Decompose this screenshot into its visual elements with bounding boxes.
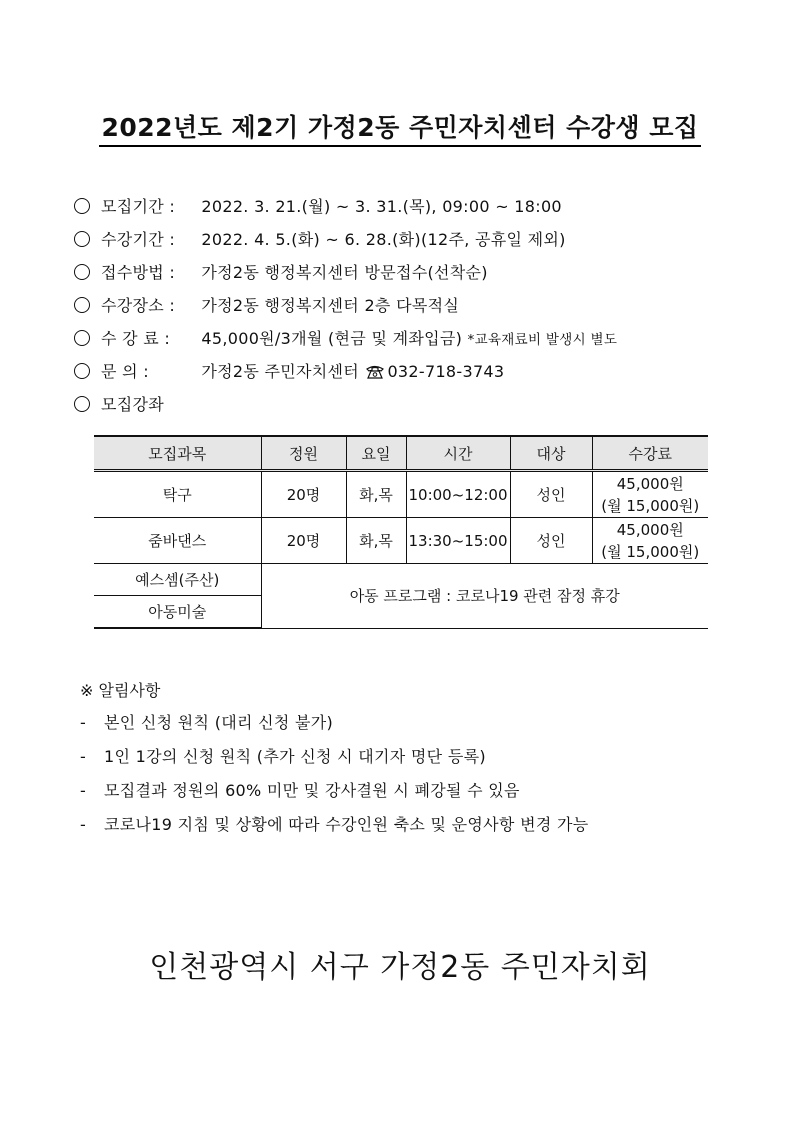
- fee-amount: 45,000원: [616, 474, 684, 493]
- fee-cell: [592, 471, 708, 518]
- info-value: 2022. 4. 5.(화) ~ 6. 28.(화)(12주, 공휴일 제외): [201, 230, 566, 249]
- document-title: [0, 108, 800, 144]
- info-row-place: [74, 291, 617, 324]
- notice-text: 1인 1강의 신청 원칙 (추가 신청 시 대기자 명단 등록): [104, 747, 486, 766]
- info-row-fee: [74, 324, 617, 357]
- info-label: 수강장소 :: [101, 296, 176, 315]
- info-label: 모집강좌: [101, 395, 165, 414]
- fee-monthly: (월 15,000원): [601, 542, 700, 561]
- target-cell: 성인: [510, 471, 592, 518]
- column-header: 대상: [510, 436, 592, 471]
- subject-cell: 아동미술: [94, 596, 261, 629]
- fee-amount: 45,000원: [616, 520, 684, 539]
- info-label: 접수방법 :: [101, 263, 176, 282]
- notice-item: - 코로나19 지침 및 상황에 따라 수강인원 축소 및 운영사항 변경 가능: [80, 815, 589, 834]
- table-row: [94, 518, 708, 564]
- column-header: 수강료: [592, 436, 708, 471]
- info-label: 수 강 료 :: [101, 329, 171, 348]
- column-header: 정원: [261, 436, 346, 471]
- notice-text: 모집결과 정원의 60% 미만 및 강사결원 시 폐강될 수 있음: [104, 781, 520, 800]
- column-header: 요일: [346, 436, 406, 471]
- info-value: 가정2동 주민자치센터: [201, 362, 360, 381]
- column-header: 모집과목: [94, 436, 261, 471]
- notice-text: 본인 신청 원칙 (대리 신청 불가): [104, 713, 334, 732]
- capacity-cell: 20명: [261, 518, 346, 564]
- notice-text: 코로나19 지침 및 상황에 따라 수강인원 축소 및 운영사항 변경 가능: [104, 815, 589, 834]
- column-header: 시간: [406, 436, 510, 471]
- time-cell: 10:00~12:00: [406, 471, 510, 518]
- fee-monthly: (월 15,000원): [601, 496, 700, 515]
- notice-item: - 1인 1강의 신청 원칙 (추가 신청 시 대기자 명단 등록): [80, 747, 486, 766]
- table-row: [94, 564, 708, 596]
- circle-bullet-icon: [74, 396, 90, 412]
- notice-item: - 본인 신청 원칙 (대리 신청 불가): [80, 713, 334, 732]
- kids-note-cell: 아동 프로그램 : 코로나19 관련 잠정 휴강: [261, 564, 708, 629]
- fee-cell: [592, 518, 708, 564]
- time-cell: 13:30~15:00: [406, 518, 510, 564]
- circle-bullet-icon: [74, 198, 90, 214]
- info-list: [74, 192, 617, 423]
- title-text: 2022년도 제2기 가정2동 주민자치센터 수강생 모집: [99, 113, 700, 147]
- subject-cell: 탁구: [94, 471, 261, 518]
- circle-bullet-icon: [74, 297, 90, 313]
- notice-item: - 모집결과 정원의 60% 미만 및 강사결원 시 폐강될 수 있음: [80, 781, 520, 800]
- info-label: 문 의 :: [101, 362, 149, 381]
- notice-section: [80, 676, 588, 844]
- table-header-row: [94, 436, 708, 471]
- circle-bullet-icon: [74, 363, 90, 379]
- info-label: 수강기간 :: [101, 230, 176, 249]
- organization-footer: 인천광역시 서구 가정2동 주민자치회: [149, 950, 651, 985]
- telephone-icon: [366, 359, 384, 388]
- fee-note: *교육재료비 발생시 별도: [467, 332, 618, 348]
- circle-bullet-icon: [74, 330, 90, 346]
- info-row-period: [74, 192, 617, 225]
- capacity-cell: 20명: [261, 471, 346, 518]
- subject-cell: 줌바댄스: [94, 518, 261, 564]
- info-row-method: [74, 258, 617, 291]
- info-value: 가정2동 행정복지센터 2층 다목적실: [201, 296, 460, 315]
- contact-phone: 032-718-3743: [387, 362, 505, 381]
- course-table: [94, 435, 708, 629]
- circle-bullet-icon: [74, 264, 90, 280]
- info-value: 2022. 3. 21.(월) ~ 3. 31.(목), 09:00 ~ 18:00: [201, 197, 562, 216]
- circle-bullet-icon: [74, 231, 90, 247]
- target-cell: 성인: [510, 518, 592, 564]
- info-value: 가정2동 행정복지센터 방문접수(선착순): [201, 263, 488, 282]
- info-label: 모집기간 :: [101, 197, 176, 216]
- table-row: [94, 471, 708, 518]
- days-cell: 화,목: [346, 471, 406, 518]
- info-row-course-period: [74, 225, 617, 258]
- info-row-contact: [74, 357, 617, 390]
- notice-heading: ※ 알림사항: [80, 681, 161, 700]
- info-row-courses: [74, 390, 617, 423]
- subject-cell: 예스셈(주산): [94, 564, 261, 596]
- info-value: 45,000원/3개월 (현금 및 계좌입금): [201, 329, 463, 348]
- days-cell: 화,목: [346, 518, 406, 564]
